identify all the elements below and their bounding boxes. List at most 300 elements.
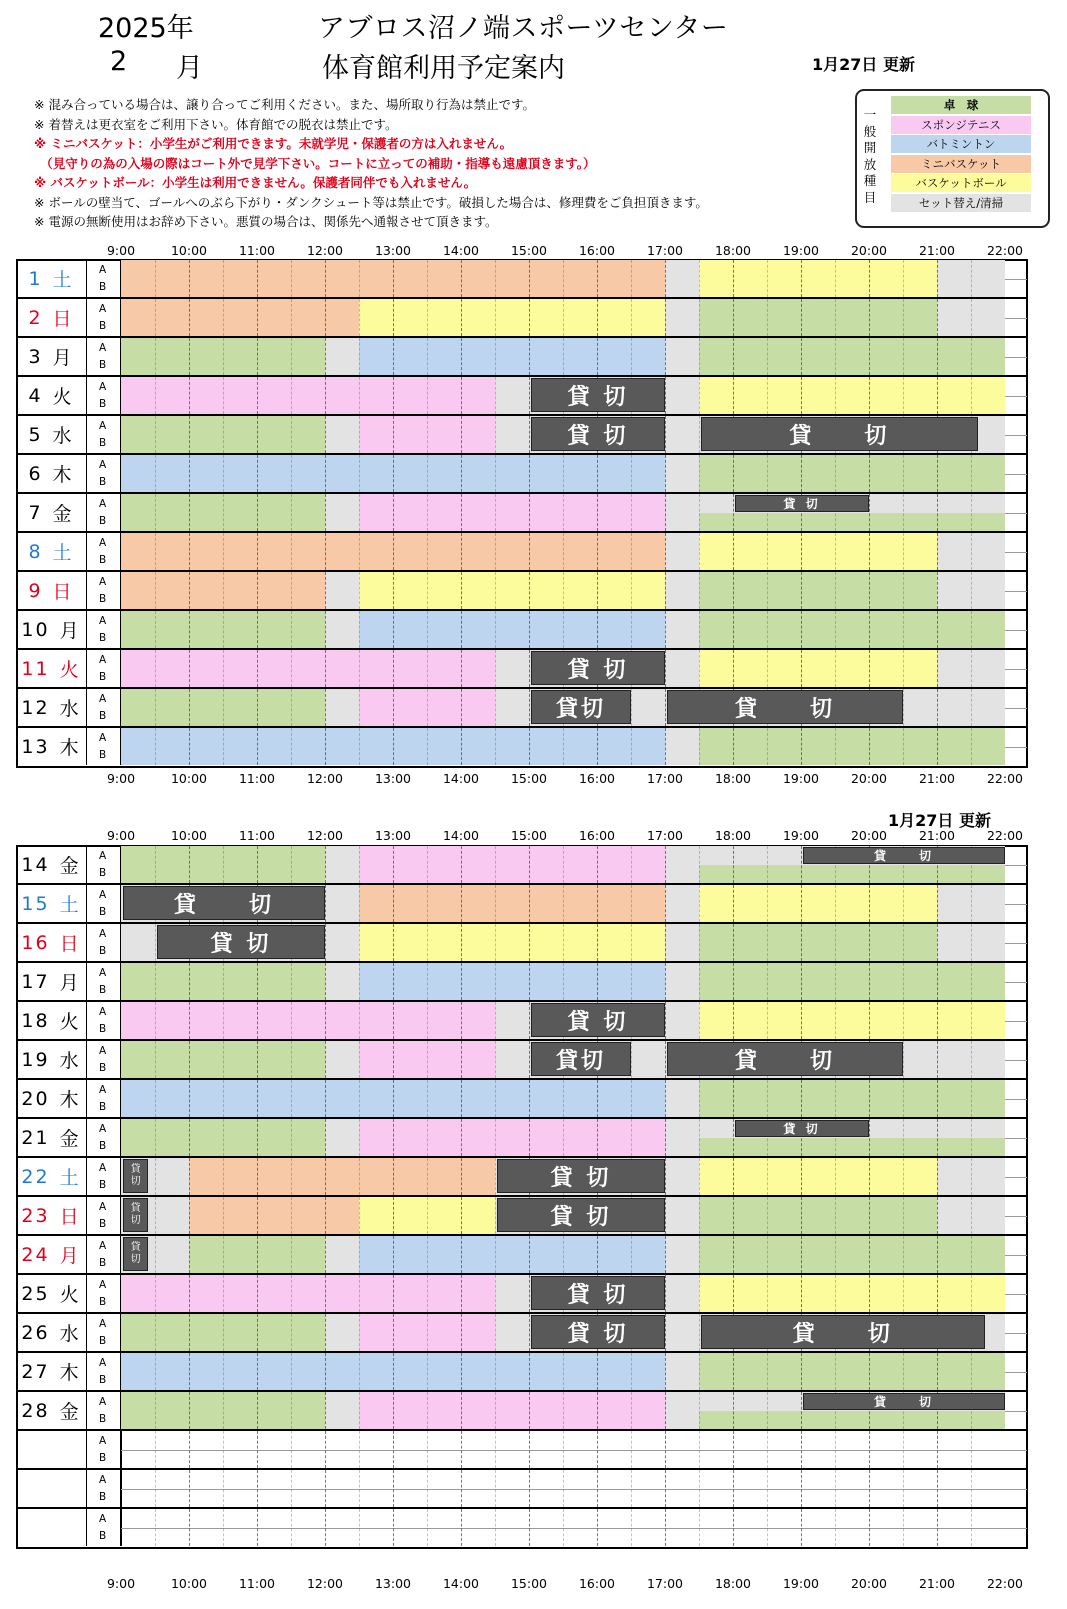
court-b-label: B xyxy=(99,984,107,996)
grid-line xyxy=(903,689,904,726)
activity-block xyxy=(665,1236,699,1255)
grid-line xyxy=(155,1314,156,1351)
grid-line xyxy=(767,963,768,1000)
activity-block xyxy=(699,1002,1005,1021)
grid-line xyxy=(665,611,666,648)
activity-block xyxy=(665,513,699,532)
activity-block xyxy=(325,1236,359,1255)
grid-line xyxy=(495,416,496,453)
activity-block xyxy=(325,513,359,532)
grid-line xyxy=(937,1041,938,1078)
activity-block xyxy=(699,279,937,298)
activity-block xyxy=(359,1255,665,1274)
notice-line: ※ 混み合っている場合は、譲り合ってご利用ください。また、場所取り行為は禁止です。 xyxy=(34,97,535,112)
grid-line xyxy=(971,924,972,961)
grid-line xyxy=(971,494,972,531)
grid-line xyxy=(529,885,530,922)
grid-line xyxy=(427,1080,428,1117)
grid-line xyxy=(801,1080,802,1117)
grid-line xyxy=(597,1509,598,1546)
grid-line xyxy=(359,1041,360,1078)
grid-line xyxy=(257,1041,258,1078)
grid-line xyxy=(937,299,938,336)
grid-line xyxy=(971,338,972,375)
activity-block xyxy=(359,513,665,532)
legend-side-label: 一 般 開 放 種 目 xyxy=(863,107,877,205)
court-ab-cell xyxy=(87,533,122,570)
court-b-label: B xyxy=(99,476,107,488)
court-b-label: B xyxy=(99,632,107,644)
grid-line xyxy=(597,338,598,375)
day-row xyxy=(16,1197,1027,1236)
grid-line xyxy=(257,1314,258,1351)
activity-block xyxy=(665,846,699,865)
grid-line xyxy=(359,963,360,1000)
grid-line xyxy=(597,533,598,570)
grid-line xyxy=(325,377,326,414)
grid-line xyxy=(325,1275,326,1312)
activity-block xyxy=(665,885,699,904)
grid-line xyxy=(801,1470,802,1507)
grid-line xyxy=(937,1470,938,1507)
activity-block xyxy=(325,846,359,865)
grid-line xyxy=(155,260,156,297)
activity-block xyxy=(359,591,665,610)
day-row xyxy=(16,1158,1027,1197)
court-a-label: A xyxy=(99,1435,107,1447)
notice-line: ※ 着替えは更衣室をご利用下さい。体育館での脱衣は禁止です。 xyxy=(34,116,398,132)
grid-line xyxy=(869,377,870,414)
rental-block: 貸 切 xyxy=(735,1120,869,1137)
grid-line xyxy=(427,1002,428,1039)
grid-line xyxy=(291,416,292,453)
activity-block xyxy=(699,1372,1005,1391)
grid-line xyxy=(461,1431,462,1468)
grid-line xyxy=(835,1509,836,1546)
grid-line xyxy=(699,260,700,297)
grid-line xyxy=(801,1509,802,1546)
grid-line xyxy=(325,1392,326,1429)
day-row xyxy=(16,494,1027,533)
grid-line xyxy=(257,650,258,687)
grid-line xyxy=(563,338,564,375)
grid-line xyxy=(665,1158,666,1195)
activity-block xyxy=(359,318,665,337)
grid-line xyxy=(359,1431,360,1468)
grid-line xyxy=(393,1470,394,1507)
grid-line xyxy=(427,1158,428,1195)
day-of-week: 土 xyxy=(52,269,74,291)
grid-line xyxy=(359,338,360,375)
grid-line xyxy=(427,1431,428,1468)
grid-line xyxy=(291,611,292,648)
grid-line xyxy=(427,299,428,336)
activity-block xyxy=(699,1021,1005,1040)
grid-line xyxy=(903,1275,904,1312)
legend-item: ミニバスケット xyxy=(891,155,1031,173)
activity-block xyxy=(699,1216,937,1235)
grid-line xyxy=(801,338,802,375)
grid-line xyxy=(495,846,496,883)
grid-line xyxy=(665,494,666,531)
day-number: 5 xyxy=(28,423,43,446)
grid-line xyxy=(223,1158,224,1195)
activity-block xyxy=(699,299,937,318)
activity-block xyxy=(325,708,359,727)
activity-block xyxy=(699,1197,937,1216)
grid-line xyxy=(223,1275,224,1312)
court-b-label: B xyxy=(99,1335,107,1347)
grid-line xyxy=(427,1509,428,1546)
court-b-label: B xyxy=(99,1023,107,1035)
grid-line xyxy=(903,1080,904,1117)
grid-line xyxy=(733,455,734,492)
court-a-label: A xyxy=(99,850,107,862)
grid-line xyxy=(835,1236,836,1273)
grid-line xyxy=(495,885,496,922)
grid-line xyxy=(869,455,870,492)
grid-line xyxy=(495,1119,496,1156)
activity-block xyxy=(325,1411,359,1430)
time-label: 19:00 xyxy=(782,243,820,258)
court-a-label: A xyxy=(99,967,107,979)
grid-line xyxy=(869,924,870,961)
day-cell xyxy=(16,1041,87,1078)
grid-line xyxy=(325,611,326,648)
day-of-week: 金 xyxy=(59,1401,81,1423)
time-label: 17:00 xyxy=(646,771,684,786)
rental-char: 貸 xyxy=(130,1203,141,1214)
activity-block xyxy=(121,1021,495,1040)
grid-line xyxy=(393,1119,394,1156)
time-label: 14:00 xyxy=(442,771,480,786)
day-row xyxy=(16,1509,1027,1546)
legend-item: バスケットボール xyxy=(891,174,1031,192)
day-cell xyxy=(16,455,87,492)
court-b-label: B xyxy=(99,1374,107,1386)
grid-line xyxy=(835,1275,836,1312)
grid-line xyxy=(665,1431,666,1468)
activity-block xyxy=(665,1392,699,1411)
grid-line xyxy=(393,963,394,1000)
time-label: 11:00 xyxy=(238,771,276,786)
grid-line xyxy=(665,650,666,687)
grid-line xyxy=(971,1041,972,1078)
grid-line xyxy=(835,1002,836,1039)
grid-line xyxy=(189,299,190,336)
grid-line xyxy=(529,1353,530,1390)
grid-line xyxy=(937,338,938,375)
activity-block xyxy=(665,924,699,943)
activity-block xyxy=(665,533,699,552)
grid-line xyxy=(631,1041,632,1078)
court-a-label: A xyxy=(99,1240,107,1252)
grid-line xyxy=(733,1431,734,1468)
grid-line xyxy=(903,924,904,961)
day-number: 28 xyxy=(21,1399,50,1422)
grid-line xyxy=(937,1197,938,1234)
rental-block: 貸 切 xyxy=(701,1315,985,1349)
grid-line xyxy=(257,1119,258,1156)
day-cell xyxy=(16,533,87,570)
grid-line xyxy=(699,611,700,648)
grid-line xyxy=(529,494,530,531)
grid-line xyxy=(801,1353,802,1390)
grid-line xyxy=(699,1158,700,1195)
grid-line xyxy=(223,260,224,297)
grid-line xyxy=(699,533,700,570)
activity-block xyxy=(121,1002,495,1021)
grid-line xyxy=(529,689,530,726)
day-number: 14 xyxy=(21,853,50,876)
day-row xyxy=(16,1353,1027,1392)
grid-line xyxy=(699,299,700,336)
day-cell xyxy=(16,1236,87,1273)
grid-line xyxy=(155,924,156,961)
grid-line xyxy=(869,1197,870,1234)
court-ab-cell xyxy=(87,650,122,687)
grid-line xyxy=(359,299,360,336)
time-label: 20:00 xyxy=(850,243,888,258)
activity-block xyxy=(665,338,699,357)
activity-block xyxy=(325,1138,359,1157)
time-label: 20:00 xyxy=(850,828,888,843)
grid-line xyxy=(461,728,462,765)
court-ab-cell xyxy=(87,1080,122,1117)
grid-line xyxy=(597,260,598,297)
day-number: 21 xyxy=(21,1126,50,1149)
court-ab-cell xyxy=(87,1275,122,1312)
activity-block xyxy=(665,728,699,747)
day-cell xyxy=(16,1392,87,1429)
grid-line xyxy=(971,963,972,1000)
day-number: 20 xyxy=(21,1087,50,1110)
grid-line xyxy=(869,1470,870,1507)
grid-line xyxy=(393,1275,394,1312)
day-of-week: 火 xyxy=(59,659,81,681)
grid-line xyxy=(937,650,938,687)
day-row xyxy=(16,533,1027,572)
grid-line xyxy=(971,1236,972,1273)
court-ab-cell xyxy=(87,924,122,961)
grid-line xyxy=(359,689,360,726)
grid-line xyxy=(903,299,904,336)
day-cell xyxy=(16,1509,87,1546)
grid-line xyxy=(733,1080,734,1117)
activity-block xyxy=(325,494,359,513)
time-label: 18:00 xyxy=(714,1576,752,1591)
time-label: 9:00 xyxy=(106,1576,136,1591)
day-of-week: 日 xyxy=(52,581,74,603)
court-a-label: A xyxy=(99,889,107,901)
grid-line xyxy=(529,533,530,570)
court-ab-cell xyxy=(87,611,122,648)
grid-line xyxy=(257,1431,258,1468)
day-number: 11 xyxy=(21,657,50,680)
day-row xyxy=(16,728,1027,765)
activity-block xyxy=(665,474,699,493)
grid-line xyxy=(223,1353,224,1390)
court-b-label: B xyxy=(99,1257,107,1269)
grid-line xyxy=(461,650,462,687)
grid-line xyxy=(665,1353,666,1390)
activity-block xyxy=(325,1060,359,1079)
grid-line xyxy=(291,260,292,297)
activity-block xyxy=(189,1158,495,1177)
grid-line xyxy=(767,377,768,414)
grid-line xyxy=(359,455,360,492)
activity-block xyxy=(665,572,699,591)
grid-line xyxy=(699,377,700,414)
grid-line xyxy=(325,572,326,609)
court-b-label: B xyxy=(99,906,107,918)
grid-line xyxy=(427,728,428,765)
grid-line xyxy=(665,1002,666,1039)
grid-line xyxy=(631,299,632,336)
grid-line xyxy=(665,377,666,414)
day-row xyxy=(16,1470,1027,1509)
day-of-week: 木 xyxy=(59,1089,81,1111)
day-number: 15 xyxy=(21,892,50,915)
court-ab-cell xyxy=(87,689,122,726)
grid-line xyxy=(937,885,938,922)
grid-line xyxy=(461,846,462,883)
time-label: 13:00 xyxy=(374,771,412,786)
grid-line xyxy=(903,1158,904,1195)
day-cell xyxy=(16,1353,87,1390)
grid-line xyxy=(291,494,292,531)
grid-line xyxy=(835,1470,836,1507)
grid-line xyxy=(155,338,156,375)
activity-block xyxy=(325,982,359,1001)
day-cell xyxy=(16,1197,87,1234)
grid-line xyxy=(223,377,224,414)
grid-line xyxy=(495,533,496,570)
day-of-week: 日 xyxy=(59,1206,81,1228)
grid-line xyxy=(393,1197,394,1234)
grid-line xyxy=(631,1392,632,1429)
activity-block xyxy=(699,747,1005,766)
grid-line xyxy=(971,885,972,922)
grid-line xyxy=(869,1002,870,1039)
grid-line xyxy=(189,1236,190,1273)
grid-line xyxy=(291,1158,292,1195)
grid-line xyxy=(597,885,598,922)
grid-line xyxy=(189,1275,190,1312)
activity-block xyxy=(699,885,937,904)
grid-line xyxy=(801,650,802,687)
grid-line xyxy=(665,1119,666,1156)
grid-line xyxy=(767,338,768,375)
time-label: 20:00 xyxy=(850,1576,888,1591)
court-b-label: B xyxy=(99,281,107,293)
grid-line xyxy=(529,924,530,961)
grid-line xyxy=(835,299,836,336)
court-ab-cell xyxy=(87,377,122,414)
day-number: 24 xyxy=(21,1243,50,1266)
rental-block: 貸 切 xyxy=(667,690,903,724)
activity-block xyxy=(699,924,937,943)
grid-line xyxy=(563,1470,564,1507)
grid-line xyxy=(155,1353,156,1390)
grid-line xyxy=(903,885,904,922)
time-label: 21:00 xyxy=(918,828,956,843)
grid-line xyxy=(869,1236,870,1273)
legend xyxy=(855,89,1050,228)
activity-block xyxy=(665,591,699,610)
day-cell xyxy=(16,338,87,375)
activity-block xyxy=(665,1372,699,1391)
grid-line xyxy=(223,1509,224,1546)
grid-line xyxy=(699,728,700,765)
rental-block: 貸 切 xyxy=(531,417,665,451)
grid-line xyxy=(597,572,598,609)
grid-line xyxy=(223,338,224,375)
time-label: 9:00 xyxy=(106,828,136,843)
grid-line xyxy=(291,1431,292,1468)
day-number: 12 xyxy=(21,696,50,719)
grid-line xyxy=(393,1158,394,1195)
grid-line xyxy=(155,1197,156,1234)
grid-line xyxy=(257,1002,258,1039)
activity-block xyxy=(189,1216,359,1235)
grid-line xyxy=(767,846,768,883)
time-label: 13:00 xyxy=(374,1576,412,1591)
grid-line xyxy=(937,377,938,414)
grid-line xyxy=(325,1158,326,1195)
grid-line xyxy=(155,1392,156,1429)
activity-block xyxy=(699,260,937,279)
activity-block xyxy=(665,747,699,766)
grid-line xyxy=(733,299,734,336)
grid-line xyxy=(937,1509,938,1546)
grid-line xyxy=(597,924,598,961)
activity-block xyxy=(699,591,937,610)
grid-line xyxy=(359,1197,360,1234)
grid-line xyxy=(155,1509,156,1546)
grid-line xyxy=(529,572,530,609)
grid-line xyxy=(359,1314,360,1351)
activity-block xyxy=(699,982,1005,1001)
activity-block xyxy=(699,1080,1005,1099)
time-label: 19:00 xyxy=(782,1576,820,1591)
month-label: 月 xyxy=(176,53,203,84)
grid-line xyxy=(971,1158,972,1195)
activity-block xyxy=(359,846,665,865)
grid-line xyxy=(767,1470,768,1507)
day-number: 1 xyxy=(28,267,43,290)
activity-block xyxy=(699,1255,1005,1274)
grid-line xyxy=(189,611,190,648)
grid-line xyxy=(937,689,938,726)
grid-line xyxy=(223,728,224,765)
grid-line xyxy=(495,299,496,336)
activity-block xyxy=(325,1392,359,1411)
court-b-label: B xyxy=(99,1413,107,1425)
grid-line xyxy=(733,1197,734,1234)
activity-block xyxy=(699,1099,1005,1118)
grid-line xyxy=(359,1158,360,1195)
grid-line xyxy=(665,1275,666,1312)
grid-line xyxy=(801,924,802,961)
rental-block: 貸 切 xyxy=(667,1042,903,1076)
day-cell xyxy=(16,1275,87,1312)
grid-line xyxy=(733,1158,734,1195)
grid-line xyxy=(631,338,632,375)
grid-line xyxy=(971,377,972,414)
grid-line xyxy=(461,377,462,414)
grid-line xyxy=(189,689,190,726)
